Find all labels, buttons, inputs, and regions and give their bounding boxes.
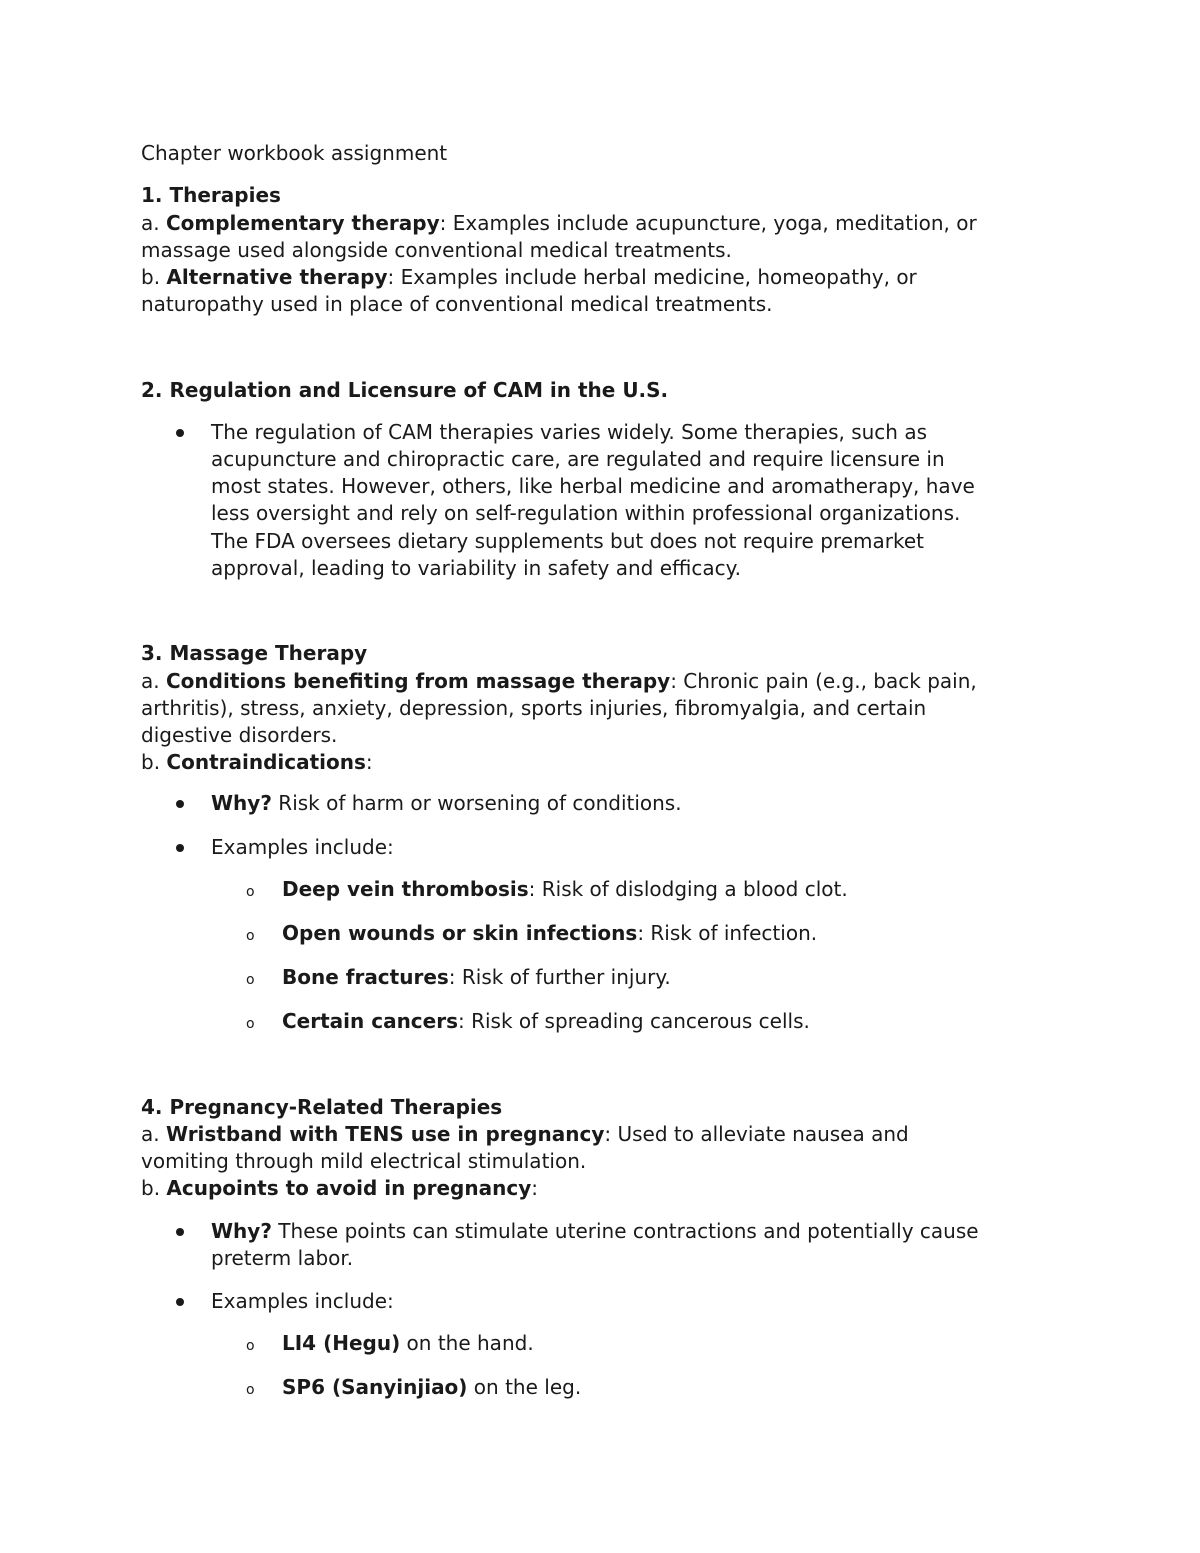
item-prefix: b. bbox=[141, 265, 167, 289]
sub-item-term: LI4 (Hegu) bbox=[282, 1331, 401, 1355]
term-alternative-therapy: Alternative therapy bbox=[166, 265, 388, 289]
sub-list-item bbox=[282, 1330, 534, 1357]
bullet-dot-icon bbox=[176, 429, 184, 437]
why-label: Why? bbox=[211, 791, 272, 815]
sub-list-item bbox=[282, 876, 848, 903]
section-4-examples-bullet: Examples include: bbox=[211, 1289, 394, 1313]
section-4-heading: 4. Pregnancy-Related Therapies bbox=[141, 1095, 503, 1119]
bullet-dot-icon bbox=[176, 844, 184, 852]
sub-list-item bbox=[282, 964, 671, 991]
section-3-why-bullet bbox=[211, 790, 682, 817]
section-4-item-a-cont: vomiting through mild electrical stimulation. bbox=[141, 1149, 587, 1173]
item-text: : Examples include herbal medicine, homeopathy, or bbox=[387, 265, 917, 289]
term-acupoints-to-avoid: Acupoints to avoid in pregnancy bbox=[166, 1176, 532, 1200]
term-wristband-tens: Wristband with TENS use in pregnancy bbox=[165, 1122, 605, 1146]
section-2-bullet-line: The regulation of CAM therapies varies widely. Some therapies, such as bbox=[211, 420, 928, 444]
term-contraindications: Contraindications bbox=[166, 750, 366, 774]
term-complementary-therapy: Complementary therapy bbox=[165, 211, 440, 235]
item-colon: : bbox=[365, 750, 373, 774]
sub-bullet-marker: o bbox=[246, 1338, 255, 1354]
section-2-heading: 2. Regulation and Licensure of CAM in the U.S. bbox=[141, 378, 669, 402]
sub-item-text: : Risk of further injury. bbox=[448, 965, 671, 989]
item-prefix: a. bbox=[141, 1122, 166, 1146]
section-1-item-a bbox=[141, 210, 977, 237]
item-text: : Used to alleviate nausea and bbox=[604, 1122, 909, 1146]
sub-item-text: on the hand. bbox=[400, 1331, 534, 1355]
sub-item-term: Bone fractures bbox=[282, 965, 449, 989]
item-prefix: b. bbox=[141, 1176, 167, 1200]
section-3-item-a-cont: arthritis), stress, anxiety, depression, sports injuries, fibromyalgia, and certain bbox=[141, 696, 927, 720]
section-4-why-bullet bbox=[211, 1218, 979, 1245]
why-text: Risk of harm or worsening of conditions. bbox=[271, 791, 682, 815]
sub-item-text: : Risk of infection. bbox=[637, 921, 818, 945]
section-1-item-b-cont: naturopathy used in place of conventional medical treatments. bbox=[141, 292, 773, 316]
section-3-item-b bbox=[141, 749, 373, 776]
why-text: These points can stimulate uterine contractions and potentially cause bbox=[271, 1219, 979, 1243]
section-1-heading: 1. Therapies bbox=[141, 183, 281, 207]
bullet-dot-icon bbox=[176, 800, 184, 808]
section-4-item-a bbox=[141, 1121, 909, 1148]
section-2-bullet-line: approval, leading to variability in safety and efficacy. bbox=[211, 556, 741, 580]
item-text: : Examples include acupuncture, yoga, meditation, or bbox=[439, 211, 977, 235]
sub-item-text: : Risk of spreading cancerous cells. bbox=[458, 1009, 810, 1033]
sub-list-item bbox=[282, 1374, 581, 1401]
sub-bullet-marker: o bbox=[246, 1382, 255, 1398]
item-prefix: a. bbox=[141, 669, 166, 693]
document-title: Chapter workbook assignment bbox=[141, 141, 448, 165]
bullet-dot-icon bbox=[176, 1228, 184, 1236]
bullet-dot-icon bbox=[176, 1298, 184, 1306]
item-colon: : bbox=[531, 1176, 538, 1200]
section-3-item-a bbox=[141, 668, 977, 695]
sub-item-text: : Risk of dislodging a blood clot. bbox=[528, 877, 848, 901]
sub-bullet-marker: o bbox=[246, 972, 255, 988]
section-2-bullet-line: most states. However, others, like herbal medicine and aromatherapy, have bbox=[211, 474, 975, 498]
section-4-item-b bbox=[141, 1175, 538, 1202]
sub-item-term: SP6 (Sanyinjiao) bbox=[282, 1375, 468, 1399]
sub-item-term: Certain cancers bbox=[282, 1009, 458, 1033]
sub-bullet-marker: o bbox=[246, 1016, 255, 1032]
section-2-bullet-line: less oversight and rely on self-regulation within professional organizations. bbox=[211, 501, 961, 525]
item-prefix: b. bbox=[141, 750, 167, 774]
sub-item-term: Open wounds or skin infections bbox=[282, 921, 638, 945]
sub-item-term: Deep vein thrombosis bbox=[282, 877, 529, 901]
section-1-item-a-cont: massage used alongside conventional medical treatments. bbox=[141, 238, 732, 262]
section-2-bullet-line: The FDA oversees dietary supplements but does not require premarket bbox=[211, 529, 924, 553]
section-3-item-a-cont: digestive disorders. bbox=[141, 723, 338, 747]
item-text: : Chronic pain (e.g., back pain, bbox=[670, 669, 977, 693]
sub-list-item bbox=[282, 920, 817, 947]
section-1-item-b bbox=[141, 264, 917, 291]
section-3-examples-bullet: Examples include: bbox=[211, 835, 394, 859]
section-4-why-cont: preterm labor. bbox=[211, 1246, 354, 1270]
sub-bullet-marker: o bbox=[246, 928, 255, 944]
item-prefix: a. bbox=[141, 211, 166, 235]
term-conditions-benefiting: Conditions benefiting from massage therapy bbox=[165, 669, 671, 693]
why-label: Why? bbox=[211, 1219, 272, 1243]
sub-bullet-marker: o bbox=[246, 884, 255, 900]
sub-item-text: on the leg. bbox=[467, 1375, 582, 1399]
sub-list-item bbox=[282, 1008, 810, 1035]
section-3-heading: 3. Massage Therapy bbox=[141, 641, 368, 665]
section-2-bullet-line: acupuncture and chiropractic care, are regulated and require licensure in bbox=[211, 447, 945, 471]
